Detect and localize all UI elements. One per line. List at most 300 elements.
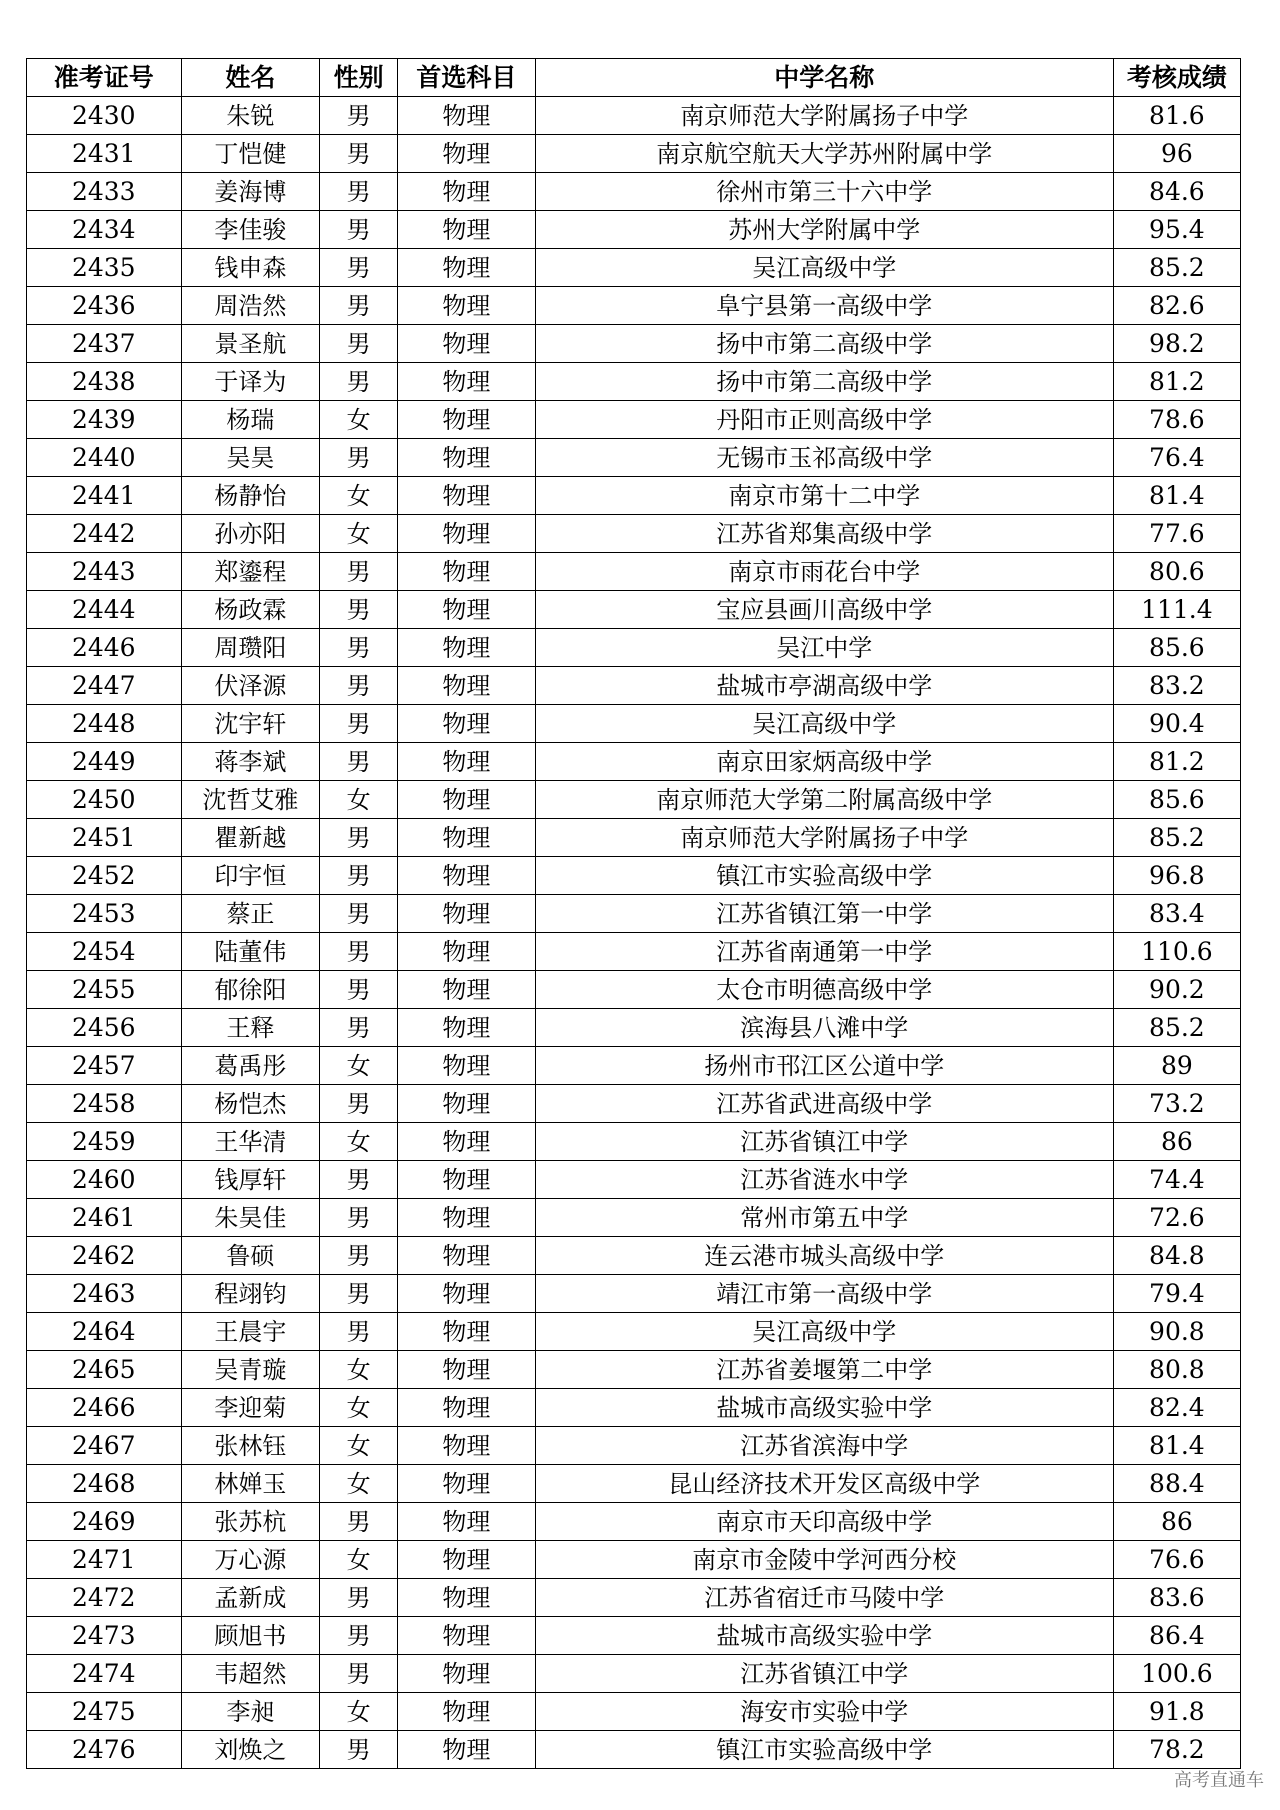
cell-exam-id: 2434	[27, 211, 182, 249]
cell-gender: 男	[320, 287, 398, 325]
cell-score: 85.6	[1113, 781, 1240, 819]
cell-gender: 男	[320, 1731, 398, 1769]
cell-school: 宝应县画川高级中学	[535, 591, 1113, 629]
cell-score: 81.6	[1113, 97, 1240, 135]
cell-gender: 男	[320, 1579, 398, 1617]
cell-name: 瞿新越	[181, 819, 320, 857]
cell-subject: 物理	[398, 819, 536, 857]
cell-gender: 男	[320, 743, 398, 781]
cell-subject: 物理	[398, 1503, 536, 1541]
cell-gender: 男	[320, 1655, 398, 1693]
cell-score: 81.2	[1113, 743, 1240, 781]
cell-subject: 物理	[398, 1047, 536, 1085]
cell-exam-id: 2446	[27, 629, 182, 667]
cell-school: 镇江市实验高级中学	[535, 1731, 1113, 1769]
table-row	[27, 629, 1241, 667]
cell-school: 江苏省南通第一中学	[535, 933, 1113, 971]
cell-exam-id: 2453	[27, 895, 182, 933]
cell-name: 程翊钧	[181, 1275, 320, 1313]
cell-score: 76.6	[1113, 1541, 1240, 1579]
cell-school: 吴江中学	[535, 629, 1113, 667]
cell-name: 李昶	[181, 1693, 320, 1731]
cell-subject: 物理	[398, 211, 536, 249]
table-row	[27, 705, 1241, 743]
cell-gender: 女	[320, 1693, 398, 1731]
cell-subject: 物理	[398, 1655, 536, 1693]
table-row	[27, 1693, 1241, 1731]
table-row	[27, 325, 1241, 363]
cell-school: 江苏省镇江中学	[535, 1123, 1113, 1161]
header-row	[27, 59, 1241, 97]
cell-subject: 物理	[398, 97, 536, 135]
cell-gender: 女	[320, 1541, 398, 1579]
cell-subject: 物理	[398, 553, 536, 591]
cell-school: 昆山经济技术开发区高级中学	[535, 1465, 1113, 1503]
cell-school: 南京市第十二中学	[535, 477, 1113, 515]
cell-name: 朱昊佳	[181, 1199, 320, 1237]
cell-name: 朱锐	[181, 97, 320, 135]
cell-gender: 男	[320, 1199, 398, 1237]
cell-school: 苏州大学附属中学	[535, 211, 1113, 249]
cell-subject: 物理	[398, 439, 536, 477]
cell-subject: 物理	[398, 1313, 536, 1351]
cell-score: 78.6	[1113, 401, 1240, 439]
cell-gender: 男	[320, 1617, 398, 1655]
table-row	[27, 1047, 1241, 1085]
cell-subject: 物理	[398, 629, 536, 667]
cell-school: 南京师范大学附属扬子中学	[535, 819, 1113, 857]
cell-school: 江苏省宿迁市马陵中学	[535, 1579, 1113, 1617]
cell-name: 孟新成	[181, 1579, 320, 1617]
cell-name: 孙亦阳	[181, 515, 320, 553]
cell-name: 钱厚轩	[181, 1161, 320, 1199]
table-row	[27, 401, 1241, 439]
cell-score: 89	[1113, 1047, 1240, 1085]
cell-score: 76.4	[1113, 439, 1240, 477]
cell-exam-id: 2450	[27, 781, 182, 819]
cell-gender: 女	[320, 1351, 398, 1389]
cell-gender: 男	[320, 819, 398, 857]
cell-subject: 物理	[398, 1161, 536, 1199]
cell-name: 刘焕之	[181, 1731, 320, 1769]
cell-subject: 物理	[398, 857, 536, 895]
cell-subject: 物理	[398, 173, 536, 211]
cell-exam-id: 2468	[27, 1465, 182, 1503]
table-row	[27, 1465, 1241, 1503]
cell-exam-id: 2462	[27, 1237, 182, 1275]
cell-name: 钱申森	[181, 249, 320, 287]
cell-exam-id: 2442	[27, 515, 182, 553]
table-row	[27, 1617, 1241, 1655]
table-row	[27, 249, 1241, 287]
cell-exam-id: 2475	[27, 1693, 182, 1731]
table-row	[27, 173, 1241, 211]
cell-gender: 男	[320, 1009, 398, 1047]
cell-exam-id: 2473	[27, 1617, 182, 1655]
table-row	[27, 591, 1241, 629]
table-row	[27, 1731, 1241, 1769]
cell-score: 83.2	[1113, 667, 1240, 705]
cell-subject: 物理	[398, 667, 536, 705]
cell-gender: 男	[320, 135, 398, 173]
table-row	[27, 667, 1241, 705]
cell-gender: 男	[320, 325, 398, 363]
cell-gender: 女	[320, 401, 398, 439]
cell-school: 江苏省郑集高级中学	[535, 515, 1113, 553]
cell-gender: 男	[320, 211, 398, 249]
cell-subject: 物理	[398, 363, 536, 401]
cell-name: 鲁硕	[181, 1237, 320, 1275]
header-exam-id: 准考证号	[27, 59, 182, 97]
cell-score: 111.4	[1113, 591, 1240, 629]
cell-exam-id: 2441	[27, 477, 182, 515]
score-table	[26, 58, 1241, 1769]
cell-exam-id: 2454	[27, 933, 182, 971]
cell-subject: 物理	[398, 1275, 536, 1313]
cell-score: 86	[1113, 1123, 1240, 1161]
cell-exam-id: 2430	[27, 97, 182, 135]
cell-subject: 物理	[398, 743, 536, 781]
cell-subject: 物理	[398, 1731, 536, 1769]
cell-exam-id: 2439	[27, 401, 182, 439]
table-row	[27, 1427, 1241, 1465]
table-row	[27, 857, 1241, 895]
cell-name: 杨政霖	[181, 591, 320, 629]
cell-score: 85.2	[1113, 1009, 1240, 1047]
cell-exam-id: 2437	[27, 325, 182, 363]
table-row	[27, 781, 1241, 819]
table-body	[27, 97, 1241, 1769]
cell-school: 南京市金陵中学河西分校	[535, 1541, 1113, 1579]
cell-school: 南京航空航天大学苏州附属中学	[535, 135, 1113, 173]
cell-school: 南京师范大学附属扬子中学	[535, 97, 1113, 135]
cell-school: 江苏省镇江中学	[535, 1655, 1113, 1693]
table-row	[27, 439, 1241, 477]
cell-name: 丁恺健	[181, 135, 320, 173]
cell-score: 82.4	[1113, 1389, 1240, 1427]
table-row	[27, 971, 1241, 1009]
table-row	[27, 819, 1241, 857]
table-row	[27, 1009, 1241, 1047]
cell-name: 印宇恒	[181, 857, 320, 895]
cell-score: 85.6	[1113, 629, 1240, 667]
cell-exam-id: 2465	[27, 1351, 182, 1389]
cell-name: 吴昊	[181, 439, 320, 477]
cell-gender: 女	[320, 477, 398, 515]
table-row	[27, 287, 1241, 325]
cell-name: 周浩然	[181, 287, 320, 325]
cell-name: 周瓒阳	[181, 629, 320, 667]
cell-name: 沈宇轩	[181, 705, 320, 743]
cell-score: 81.4	[1113, 477, 1240, 515]
watermark-text: 高考直通车	[1174, 1770, 1264, 1791]
cell-name: 郁徐阳	[181, 971, 320, 1009]
cell-score: 83.6	[1113, 1579, 1240, 1617]
cell-score: 86	[1113, 1503, 1240, 1541]
cell-name: 王释	[181, 1009, 320, 1047]
header-school: 中学名称	[535, 59, 1113, 97]
cell-school: 吴江高级中学	[535, 705, 1113, 743]
cell-name: 蔡正	[181, 895, 320, 933]
cell-gender: 女	[320, 1389, 398, 1427]
cell-exam-id: 2461	[27, 1199, 182, 1237]
cell-gender: 女	[320, 515, 398, 553]
cell-exam-id: 2455	[27, 971, 182, 1009]
cell-name: 于译为	[181, 363, 320, 401]
cell-score: 91.8	[1113, 1693, 1240, 1731]
cell-exam-id: 2438	[27, 363, 182, 401]
cell-score: 88.4	[1113, 1465, 1240, 1503]
cell-gender: 男	[320, 439, 398, 477]
cell-exam-id: 2469	[27, 1503, 182, 1541]
cell-score: 80.6	[1113, 553, 1240, 591]
header-subject: 首选科目	[398, 59, 536, 97]
cell-exam-id: 2459	[27, 1123, 182, 1161]
cell-name: 王华清	[181, 1123, 320, 1161]
cell-score: 96.8	[1113, 857, 1240, 895]
cell-score: 74.4	[1113, 1161, 1240, 1199]
cell-exam-id: 2451	[27, 819, 182, 857]
cell-name: 张林钰	[181, 1427, 320, 1465]
cell-school: 吴江高级中学	[535, 1313, 1113, 1351]
cell-gender: 男	[320, 667, 398, 705]
cell-score: 110.6	[1113, 933, 1240, 971]
cell-school: 南京市天印高级中学	[535, 1503, 1113, 1541]
cell-subject: 物理	[398, 781, 536, 819]
cell-exam-id: 2443	[27, 553, 182, 591]
cell-score: 86.4	[1113, 1617, 1240, 1655]
cell-subject: 物理	[398, 1009, 536, 1047]
cell-school: 江苏省武进高级中学	[535, 1085, 1113, 1123]
cell-exam-id: 2472	[27, 1579, 182, 1617]
cell-school: 盐城市高级实验中学	[535, 1389, 1113, 1427]
cell-school: 靖江市第一高级中学	[535, 1275, 1113, 1313]
cell-name: 王晨宇	[181, 1313, 320, 1351]
cell-exam-id: 2449	[27, 743, 182, 781]
cell-subject: 物理	[398, 135, 536, 173]
cell-subject: 物理	[398, 1237, 536, 1275]
cell-subject: 物理	[398, 895, 536, 933]
cell-score: 72.6	[1113, 1199, 1240, 1237]
header-score: 考核成绩	[1113, 59, 1240, 97]
table-row	[27, 895, 1241, 933]
cell-name: 林婵玉	[181, 1465, 320, 1503]
table-row	[27, 1389, 1241, 1427]
cell-name: 景圣航	[181, 325, 320, 363]
cell-school: 南京师范大学第二附属高级中学	[535, 781, 1113, 819]
cell-school: 南京田家炳高级中学	[535, 743, 1113, 781]
cell-exam-id: 2436	[27, 287, 182, 325]
cell-subject: 物理	[398, 249, 536, 287]
table-row	[27, 1085, 1241, 1123]
cell-name: 张苏杭	[181, 1503, 320, 1541]
cell-subject: 物理	[398, 1199, 536, 1237]
table-row	[27, 1655, 1241, 1693]
cell-school: 阜宁县第一高级中学	[535, 287, 1113, 325]
cell-exam-id: 2474	[27, 1655, 182, 1693]
cell-school: 江苏省姜堰第二中学	[535, 1351, 1113, 1389]
table-row	[27, 1237, 1241, 1275]
table-header	[27, 59, 1241, 97]
table-row	[27, 1541, 1241, 1579]
cell-subject: 物理	[398, 1123, 536, 1161]
cell-name: 李佳骏	[181, 211, 320, 249]
cell-gender: 男	[320, 1275, 398, 1313]
cell-subject: 物理	[398, 287, 536, 325]
cell-gender: 男	[320, 1237, 398, 1275]
cell-exam-id: 2466	[27, 1389, 182, 1427]
cell-subject: 物理	[398, 1389, 536, 1427]
cell-school: 南京市雨花台中学	[535, 553, 1113, 591]
cell-name: 蒋李斌	[181, 743, 320, 781]
cell-subject: 物理	[398, 1693, 536, 1731]
cell-school: 滨海县八滩中学	[535, 1009, 1113, 1047]
table-row	[27, 1579, 1241, 1617]
table-row	[27, 1275, 1241, 1313]
cell-name: 杨静怡	[181, 477, 320, 515]
table-row	[27, 135, 1241, 173]
cell-score: 78.2	[1113, 1731, 1240, 1769]
table-row	[27, 1503, 1241, 1541]
cell-school: 吴江高级中学	[535, 249, 1113, 287]
cell-school: 盐城市高级实验中学	[535, 1617, 1113, 1655]
cell-exam-id: 2457	[27, 1047, 182, 1085]
cell-name: 葛禹彤	[181, 1047, 320, 1085]
cell-subject: 物理	[398, 933, 536, 971]
cell-name: 李迎菊	[181, 1389, 320, 1427]
table-row	[27, 363, 1241, 401]
cell-gender: 男	[320, 1503, 398, 1541]
cell-score: 83.4	[1113, 895, 1240, 933]
cell-name: 吴青璇	[181, 1351, 320, 1389]
cell-school: 无锡市玉祁高级中学	[535, 439, 1113, 477]
table-row	[27, 515, 1241, 553]
cell-gender: 男	[320, 705, 398, 743]
cell-name: 沈哲艾雅	[181, 781, 320, 819]
cell-school: 扬中市第二高级中学	[535, 363, 1113, 401]
cell-subject: 物理	[398, 1351, 536, 1389]
cell-score: 84.8	[1113, 1237, 1240, 1275]
cell-exam-id: 2471	[27, 1541, 182, 1579]
cell-subject: 物理	[398, 515, 536, 553]
cell-score: 90.8	[1113, 1313, 1240, 1351]
cell-exam-id: 2464	[27, 1313, 182, 1351]
cell-exam-id: 2456	[27, 1009, 182, 1047]
cell-gender: 男	[320, 363, 398, 401]
cell-subject: 物理	[398, 1579, 536, 1617]
cell-exam-id: 2433	[27, 173, 182, 211]
cell-school: 太仓市明德高级中学	[535, 971, 1113, 1009]
cell-gender: 男	[320, 1085, 398, 1123]
cell-name: 杨瑞	[181, 401, 320, 439]
cell-school: 扬州市邗江区公道中学	[535, 1047, 1113, 1085]
cell-score: 100.6	[1113, 1655, 1240, 1693]
cell-gender: 女	[320, 781, 398, 819]
cell-name: 伏泽源	[181, 667, 320, 705]
table-row	[27, 211, 1241, 249]
table-row	[27, 553, 1241, 591]
cell-gender: 男	[320, 971, 398, 1009]
cell-subject: 物理	[398, 591, 536, 629]
cell-exam-id: 2431	[27, 135, 182, 173]
cell-gender: 男	[320, 173, 398, 211]
table-row	[27, 1313, 1241, 1351]
cell-subject: 物理	[398, 1465, 536, 1503]
cell-subject: 物理	[398, 1427, 536, 1465]
cell-score: 84.6	[1113, 173, 1240, 211]
header-gender: 性别	[320, 59, 398, 97]
cell-subject: 物理	[398, 1617, 536, 1655]
cell-gender: 男	[320, 933, 398, 971]
cell-score: 73.2	[1113, 1085, 1240, 1123]
cell-score: 95.4	[1113, 211, 1240, 249]
cell-score: 90.2	[1113, 971, 1240, 1009]
table-row	[27, 743, 1241, 781]
cell-exam-id: 2447	[27, 667, 182, 705]
cell-score: 90.4	[1113, 705, 1240, 743]
cell-subject: 物理	[398, 705, 536, 743]
header-name: 姓名	[181, 59, 320, 97]
cell-gender: 女	[320, 1047, 398, 1085]
cell-gender: 男	[320, 1313, 398, 1351]
cell-school: 扬中市第二高级中学	[535, 325, 1113, 363]
cell-exam-id: 2460	[27, 1161, 182, 1199]
cell-school: 连云港市城头高级中学	[535, 1237, 1113, 1275]
cell-score: 85.2	[1113, 819, 1240, 857]
cell-name: 杨恺杰	[181, 1085, 320, 1123]
cell-school: 丹阳市正则高级中学	[535, 401, 1113, 439]
cell-score: 79.4	[1113, 1275, 1240, 1313]
table-row	[27, 1351, 1241, 1389]
cell-exam-id: 2467	[27, 1427, 182, 1465]
cell-school: 常州市第五中学	[535, 1199, 1113, 1237]
cell-name: 陆董伟	[181, 933, 320, 971]
cell-name: 韦超然	[181, 1655, 320, 1693]
cell-gender: 男	[320, 591, 398, 629]
cell-school: 盐城市亭湖高级中学	[535, 667, 1113, 705]
cell-subject: 物理	[398, 325, 536, 363]
cell-exam-id: 2476	[27, 1731, 182, 1769]
cell-gender: 男	[320, 895, 398, 933]
cell-score: 80.8	[1113, 1351, 1240, 1389]
cell-school: 镇江市实验高级中学	[535, 857, 1113, 895]
cell-school: 江苏省镇江第一中学	[535, 895, 1113, 933]
table-row	[27, 477, 1241, 515]
cell-gender: 男	[320, 629, 398, 667]
cell-exam-id: 2458	[27, 1085, 182, 1123]
cell-exam-id: 2444	[27, 591, 182, 629]
cell-subject: 物理	[398, 971, 536, 1009]
cell-subject: 物理	[398, 477, 536, 515]
table-row	[27, 933, 1241, 971]
cell-score: 77.6	[1113, 515, 1240, 553]
cell-name: 万心源	[181, 1541, 320, 1579]
cell-score: 98.2	[1113, 325, 1240, 363]
cell-exam-id: 2463	[27, 1275, 182, 1313]
cell-gender: 女	[320, 1427, 398, 1465]
cell-score: 81.4	[1113, 1427, 1240, 1465]
table-row	[27, 97, 1241, 135]
cell-gender: 男	[320, 857, 398, 895]
cell-gender: 女	[320, 1123, 398, 1161]
table-row	[27, 1199, 1241, 1237]
cell-subject: 物理	[398, 401, 536, 439]
cell-score: 85.2	[1113, 249, 1240, 287]
cell-gender: 男	[320, 249, 398, 287]
cell-gender: 女	[320, 1465, 398, 1503]
cell-gender: 男	[320, 97, 398, 135]
cell-exam-id: 2452	[27, 857, 182, 895]
